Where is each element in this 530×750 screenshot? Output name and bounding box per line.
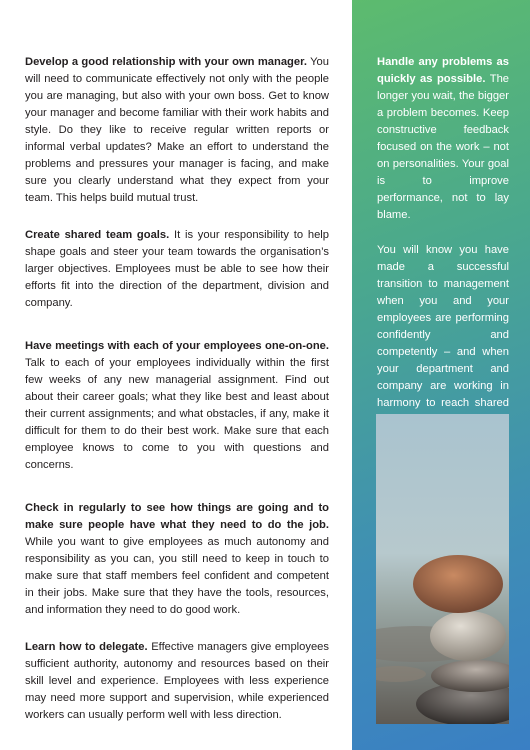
main-column xyxy=(25,54,329,744)
sidebar-text xyxy=(377,54,509,447)
paragraph-heading: Develop a good relationship with your own manager. xyxy=(25,56,307,68)
paragraph-body: It is your responsibility to help shape goals and steer your team towards the organisation’s larger objectives. Employees must be able to see how their efforts fit into the direction of the department, division and company. xyxy=(25,229,329,309)
paragraph-manager-relationship xyxy=(25,54,329,207)
sidebar-panel xyxy=(352,0,530,750)
stacked-pebbles-image xyxy=(376,414,509,724)
paragraph-heading: Create shared team goals. xyxy=(25,229,170,241)
sidebar-tip-body: The longer you wait, the bigger a problem becomes. Keep constructive feedback focused on the work – not on personalities. Your goal is to improve performance, not to lay blame. xyxy=(377,73,510,221)
sidebar-tip-heading: Handle any problems as quickly as possible. xyxy=(377,56,509,85)
pebbles-illustration xyxy=(376,414,509,724)
paragraph-heading: Check in regularly to see how things are going and to make sure people have what they need to do the job. xyxy=(25,502,329,531)
paragraph-one-on-one xyxy=(25,338,329,474)
paragraph-delegate xyxy=(25,639,329,724)
paragraph-body: While you want to give employees as much autonomy and responsibility as you can, you still need to keep in touch to make sure that staff members feel confident and competent in their jobs. Make sure that they have the tools, resources, and information they need to do good work. xyxy=(25,536,329,616)
paragraph-body: You will need to communicate effectively not only with the people you are managing, but also with your own boss. Get to know your manager and become familiar with their work habits and style. Do they like to receive regular written reports or informal verbal updates? Make an effort to understand the problems and pressures your manager is facing, and make sure you clearly understand what they expect from your team. This helps build mutual trust. xyxy=(25,56,329,204)
paragraph-check-in xyxy=(25,500,329,619)
sidebar-closing: You will know you have made a successful transition to management when you and your employees are performing confidently and competently – and when your department and company are working in harmony to reach shared xyxy=(377,244,509,409)
paragraph-body: Talk to each of your employees individually within the first few weeks of any new managerial assignment. Find out about their career goals; what they like best and least about their current assignments; and what obstacles, if any, make it difficult for them to do their best work. Make sure that each employee knows to come to you with questions and concerns. xyxy=(25,357,329,471)
paragraph-heading: Have meetings with each of your employees one-on-one. xyxy=(25,340,329,352)
paragraph-team-goals xyxy=(25,227,329,312)
paragraph-body: Effective managers give employees sufficient authority, autonomy and resources based on their skill level and experience. Employees with less experience may need more support and supervision, while experienced workers can usually perform well with less direction. xyxy=(25,641,329,721)
sidebar-tip xyxy=(377,54,509,224)
paragraph-heading: Learn how to delegate. xyxy=(25,641,148,653)
